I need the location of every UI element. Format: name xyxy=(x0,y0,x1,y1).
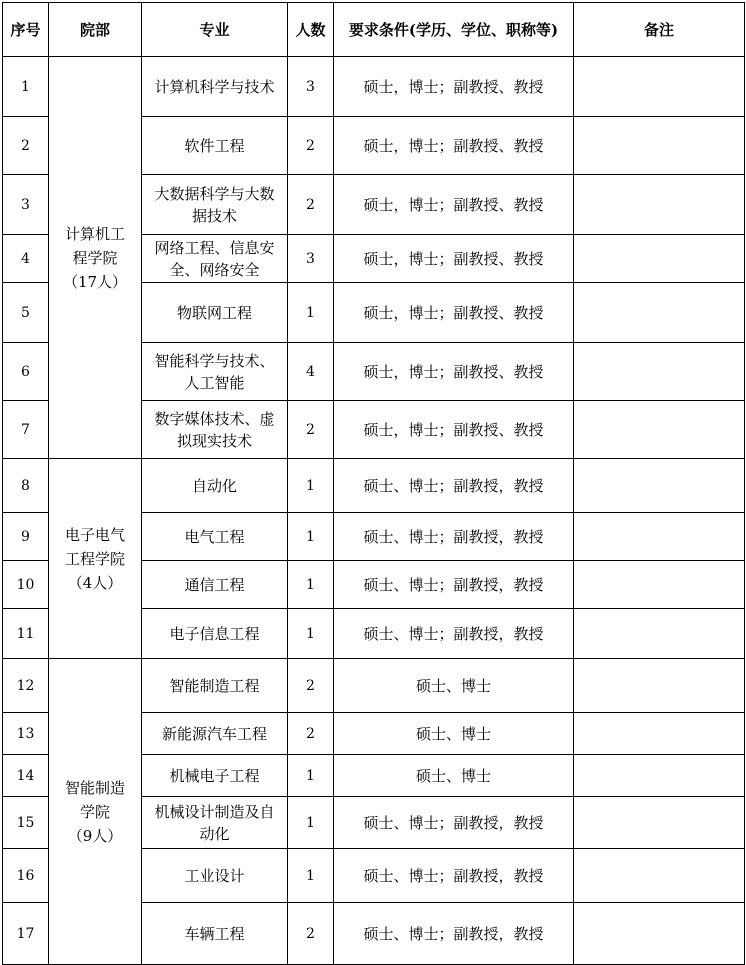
row-seq: 4 xyxy=(3,235,49,283)
header-seq: 序号 xyxy=(3,3,49,57)
row-remark xyxy=(574,283,745,343)
row-requirements: 硕士，博士；副教授、教授 xyxy=(334,283,574,343)
table-body xyxy=(3,57,745,965)
row-requirements: 硕士、博士；副教授，教授 xyxy=(334,903,574,965)
row-major: 车辆工程 xyxy=(142,903,288,965)
row-major: 电气工程 xyxy=(142,513,288,561)
row-seq: 10 xyxy=(3,561,49,609)
row-remark xyxy=(574,713,745,755)
dept-total: （17人） xyxy=(62,272,128,291)
row-seq: 13 xyxy=(3,713,49,755)
recruitment-table xyxy=(2,2,745,965)
row-seq: 11 xyxy=(3,609,49,659)
row-count: 1 xyxy=(288,755,334,797)
row-seq: 8 xyxy=(3,459,49,513)
row-major: 机械设计制造及自动化 xyxy=(142,797,288,849)
table-row xyxy=(3,459,745,513)
row-count: 2 xyxy=(288,401,334,459)
row-remark xyxy=(574,903,745,965)
row-seq: 9 xyxy=(3,513,49,561)
header-requirements: 要求条件(学历、学位、职称等) xyxy=(334,3,574,57)
row-count: 2 xyxy=(288,175,334,235)
row-count: 1 xyxy=(288,609,334,659)
row-requirements: 硕士、博士；副教授，教授 xyxy=(334,513,574,561)
row-remark xyxy=(574,659,745,713)
row-seq: 3 xyxy=(3,175,49,235)
dept-cell xyxy=(49,459,142,659)
row-requirements: 硕士、博士；副教授，教授 xyxy=(334,561,574,609)
row-major: 大数据科学与大数据技术 xyxy=(142,175,288,235)
row-requirements: 硕士、博士；副教授，教授 xyxy=(334,797,574,849)
dept-cell xyxy=(49,57,142,459)
row-remark xyxy=(574,57,745,117)
row-remark xyxy=(574,797,745,849)
header-dept: 院部 xyxy=(49,3,142,57)
dept-total: （9人） xyxy=(67,826,123,845)
row-remark xyxy=(574,561,745,609)
dept-name: 智能制造学院 xyxy=(64,778,125,821)
table-row xyxy=(3,659,745,713)
row-requirements: 硕士、博士；副教授，教授 xyxy=(334,459,574,513)
row-remark xyxy=(574,401,745,459)
header-row xyxy=(3,3,745,57)
row-requirements: 硕士，博士；副教授、教授 xyxy=(334,57,574,117)
row-remark xyxy=(574,459,745,513)
row-count: 3 xyxy=(288,57,334,117)
row-seq: 12 xyxy=(3,659,49,713)
row-count: 1 xyxy=(288,459,334,513)
row-seq: 1 xyxy=(3,57,49,117)
header-major: 专业 xyxy=(142,3,288,57)
row-remark xyxy=(574,609,745,659)
row-count: 2 xyxy=(288,659,334,713)
row-requirements: 硕士、博士 xyxy=(334,755,574,797)
row-major: 智能科学与技术、人工智能 xyxy=(142,343,288,401)
row-remark xyxy=(574,755,745,797)
row-count: 1 xyxy=(288,283,334,343)
row-requirements: 硕士，博士；副教授、教授 xyxy=(334,175,574,235)
row-remark xyxy=(574,849,745,903)
row-requirements: 硕士，博士；副教授、教授 xyxy=(334,401,574,459)
row-count: 3 xyxy=(288,235,334,283)
row-seq: 7 xyxy=(3,401,49,459)
row-requirements: 硕士、博士；副教授，教授 xyxy=(334,609,574,659)
row-seq: 16 xyxy=(3,849,49,903)
row-remark xyxy=(574,175,745,235)
row-remark xyxy=(574,513,745,561)
row-remark xyxy=(574,117,745,175)
row-major: 新能源汽车工程 xyxy=(142,713,288,755)
row-count: 1 xyxy=(288,513,334,561)
row-requirements: 硕士、博士；副教授，教授 xyxy=(334,849,574,903)
row-requirements: 硕士，博士；副教授、教授 xyxy=(334,343,574,401)
row-major: 物联网工程 xyxy=(142,283,288,343)
row-major: 智能制造工程 xyxy=(142,659,288,713)
row-major: 机械电子工程 xyxy=(142,755,288,797)
row-remark xyxy=(574,343,745,401)
header-remarks: 备注 xyxy=(574,3,745,57)
dept-total: （4人） xyxy=(67,573,123,592)
row-major: 工业设计 xyxy=(142,849,288,903)
row-major: 网络工程、信息安全、网络安全 xyxy=(142,235,288,283)
dept-cell xyxy=(49,659,142,965)
table-row xyxy=(3,57,745,117)
row-requirements: 硕士、博士 xyxy=(334,713,574,755)
row-seq: 17 xyxy=(3,903,49,965)
row-seq: 6 xyxy=(3,343,49,401)
row-seq: 5 xyxy=(3,283,49,343)
row-major: 计算机科学与技术 xyxy=(142,57,288,117)
row-count: 1 xyxy=(288,849,334,903)
row-count: 2 xyxy=(288,117,334,175)
row-count: 2 xyxy=(288,903,334,965)
row-requirements: 硕士，博士；副教授、教授 xyxy=(334,235,574,283)
row-seq: 2 xyxy=(3,117,49,175)
row-major: 软件工程 xyxy=(142,117,288,175)
dept-name: 电子电气工程学院 xyxy=(64,525,125,568)
header-count: 人数 xyxy=(288,3,334,57)
row-count: 4 xyxy=(288,343,334,401)
row-count: 2 xyxy=(288,713,334,755)
dept-name: 计算机工程学院 xyxy=(64,224,125,267)
row-major: 数字媒体技术、虚拟现实技术 xyxy=(142,401,288,459)
row-count: 1 xyxy=(288,797,334,849)
row-seq: 15 xyxy=(3,797,49,849)
row-major: 电子信息工程 xyxy=(142,609,288,659)
row-requirements: 硕士，博士；副教授、教授 xyxy=(334,117,574,175)
row-remark xyxy=(574,235,745,283)
row-major: 通信工程 xyxy=(142,561,288,609)
row-major: 自动化 xyxy=(142,459,288,513)
row-requirements: 硕士、博士 xyxy=(334,659,574,713)
row-seq: 14 xyxy=(3,755,49,797)
row-count: 1 xyxy=(288,561,334,609)
